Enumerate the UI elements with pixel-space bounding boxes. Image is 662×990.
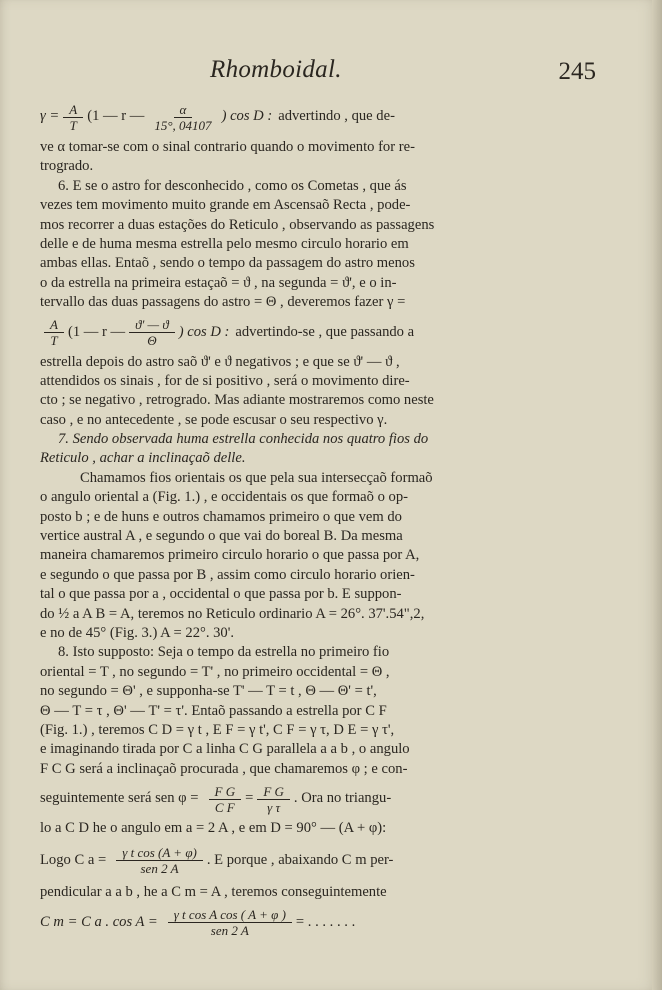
formula-ca [40, 839, 598, 883]
text-line: do ½ a A B = A, teremos no Reticulo ordinario A = 26°. 37'.54",2, [40, 605, 425, 622]
text-line: Θ — T = τ , Θ' — T' = τ'. Entaõ passando a estrella por C F [40, 702, 387, 719]
text-line: e segundo o que passa por B , assim como circulo horario orien- [40, 566, 415, 583]
text-line: e no de 45° (Fig. 3.) A = 22°. 30'. [40, 624, 235, 641]
formula-tail: ) cos D : [221, 108, 273, 125]
text-line: ve α tomar-se com o sinal contrario quando o movimento for re- [40, 139, 415, 155]
page-header [40, 52, 620, 92]
text-line: e imaginando tirada por C a linha C G parallela a a b , o angulo [40, 741, 410, 758]
fraction-numerator: F G [209, 784, 242, 800]
formula-trailing-text: advertindo , que de- [278, 108, 395, 125]
fraction-numerator: A [44, 317, 64, 333]
fraction-theta [129, 317, 175, 348]
text-line: vezes tem movimento muito grande em Ascensaõ Recta , pode- [40, 197, 411, 214]
text-line: (Fig. 1.) , teremos C D = γ t , E F = γ t', C F = γ τ, D E = γ τ', [40, 721, 395, 738]
text-line: cto ; se negativo , retrogrado. Mas adiante mostraremos como neste [40, 392, 434, 409]
text-line: posto b ; e de huns e outros chamamos primeiro o que vem do [40, 508, 402, 525]
fraction-denominator: Θ [147, 333, 157, 349]
fraction-denominator: C F [214, 799, 235, 815]
fraction-fg-over-cf [209, 784, 242, 815]
formula-trailing-text: . Ora no triangu- [293, 790, 392, 807]
formula-trailing-text: = . . . . . . . [295, 914, 356, 931]
formula-cm [40, 902, 598, 944]
running-title: Rhomboidal. [210, 56, 342, 83]
fraction-denominator: T [50, 333, 58, 349]
text-line: delle e de huma mesma estrella pelo mesmo circulo horario em [40, 235, 409, 252]
fraction-numerator: A [63, 102, 83, 118]
fraction-cm [168, 907, 292, 938]
text-line: mos recorrer a duas estações do Reticulo , observando as passagens [40, 216, 435, 233]
formula-equals: = [245, 790, 254, 807]
fraction-denominator: sen 2 A [210, 923, 249, 939]
text-line: 6. E se o astro for desconhecido , como os Cometas , que ás [58, 177, 407, 194]
text-line: vertice austral A , e segundo o que vai do boreal B. Da mesma [40, 528, 403, 545]
text-line: ambas ellas. Entaõ , sendo o tempo da passagem do astro menos [40, 255, 415, 272]
formula-gamma-1 [40, 96, 598, 138]
text-line: caso , e no antecedente , se pode escusar o seu respectivo γ. [40, 411, 388, 428]
formula-gamma-2 [40, 313, 598, 353]
fraction-numerator: α [174, 102, 193, 118]
page-edge [652, 0, 662, 990]
text-line: oriental = T , no segundo = T' , no primeiro occidental = Θ , [40, 663, 390, 680]
body-text [40, 100, 598, 944]
fraction-denominator: 15°, 04107 [154, 117, 212, 133]
formula-trailing-text: advertindo-se , que passando a [235, 323, 415, 340]
text-line: lo a C D he o angulo em a = 2 A , e em D = 90° — (A + φ): [40, 820, 387, 837]
fraction-numerator: γ t cos A cos ( A + φ ) [168, 907, 292, 923]
text-line: F C G será a inclinaçaõ procurada , que chamaremos φ ; e con- [40, 760, 408, 777]
fraction-a-over-t [44, 317, 64, 348]
text-line: tal o que passa por a , occidental o que passa por b. E suppon- [40, 586, 402, 603]
text-line: estrella depois do astro saõ ϑ' e ϑ negativos ; e que se ϑ' — ϑ , [40, 353, 400, 370]
text-line: trogrado. [40, 158, 94, 175]
text-line: o angulo oriental a (Fig. 1.) , e occidentais os que formaõ o op- [40, 489, 408, 506]
fraction-denominator: sen 2 A [140, 861, 179, 876]
fraction-ca [116, 845, 203, 876]
formula-lead: seguintemente será sen φ = [40, 790, 199, 807]
text-line: attendidos os sinais , for de si positivo , será o movimento dire- [40, 372, 410, 389]
section-heading: 7. Sendo observada huma estrella conhecida nos quatro fios do [58, 431, 429, 448]
text-line: o da estrella na primeira estaçaõ = ϑ , na segunda = ϑ', e o in- [40, 274, 397, 291]
fraction-denominator: γ τ [267, 799, 281, 815]
text-line: pendicular a a b , he a C m = A , teremos conseguintemente [40, 883, 387, 900]
text-line: tervallo das duas passagens do astro = Θ , deveremos fazer γ = [40, 294, 406, 311]
fraction-fg-over-gamma-tau [257, 784, 290, 815]
text-line: Chamamos fios orientais os que pela sua intersecçaõ formaõ [80, 469, 433, 486]
formula-tail: ) cos D : [178, 323, 230, 340]
text-line: maneira chamaremos primeiro circulo horario o que passa por A, [40, 547, 420, 564]
formula-sen-phi [40, 779, 598, 819]
formula-trailing-text: . E porque , abaixando C m per- [206, 851, 394, 868]
formula-lead: Logo C a = [40, 851, 107, 868]
formula-lead: C m = C a . cos A = [40, 914, 158, 931]
formula-inner-left: (1 — r — [67, 323, 126, 340]
fraction-alpha [148, 102, 217, 133]
formula-inner-left: (1 — r — [87, 108, 145, 125]
formula-lhs: γ = [40, 108, 60, 125]
fraction-numerator: γ t cos (A + φ) [116, 845, 203, 861]
fraction-numerator: F G [257, 784, 290, 800]
text-line: no segundo = Θ' , e supponha-se T' — T = t , Θ — Θ' = t', [40, 683, 377, 700]
text-line: 8. Isto supposto: Seja o tempo da estrella no primeiro fio [58, 644, 390, 661]
section-heading: Reticulo , achar a inclinaçaõ delle. [40, 450, 246, 467]
fraction-denominator: T [69, 117, 77, 133]
fraction-numerator: ϑ' — ϑ [129, 317, 175, 333]
fraction-a-over-t [63, 102, 83, 133]
page-number: 245 [558, 58, 596, 85]
